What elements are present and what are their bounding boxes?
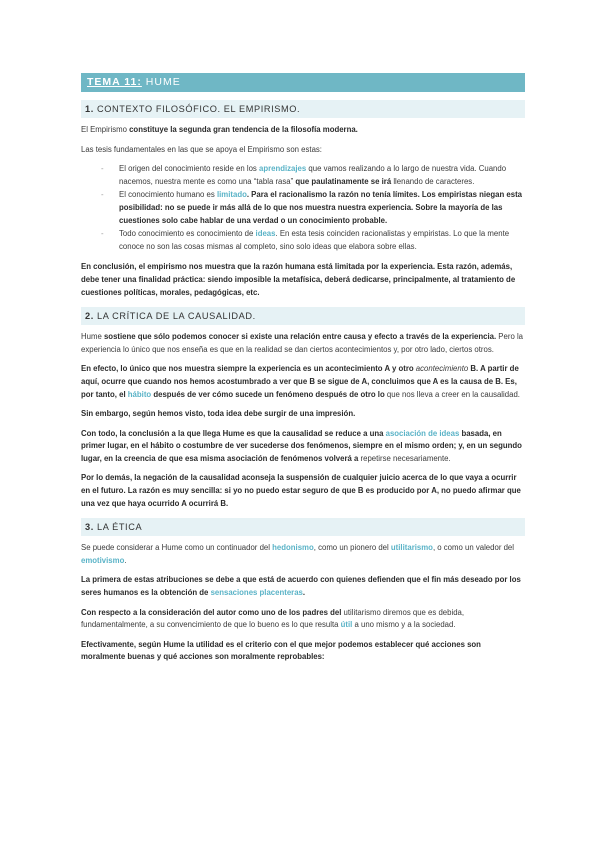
highlight-term: hábito xyxy=(127,389,152,399)
text-run: llenando de caracteres. xyxy=(391,176,475,186)
bold-text: Por lo demás, la negación de la causalidad aconseja la suspensión de cualquier juicio acerca de lo que vaya a ocurrir en el futuro. La razón es muy sencilla: si yo no puedo estar seguro de que B es producido por A, no puedo afirmar que una vez que haya ocurrido A ocurrirá B. xyxy=(81,473,521,508)
text-run: Hume xyxy=(81,332,104,342)
list-item xyxy=(101,228,525,253)
bold-text: Con respecto a la consideración del autor como uno de los padres del xyxy=(81,607,342,617)
text-run: a uno mismo y a la sociedad. xyxy=(352,620,456,630)
highlight-term: emotivismo xyxy=(81,555,125,565)
text-run: , como un pionero del xyxy=(313,543,391,553)
bold-text: después de ver cómo sucede un fenómeno después de otro lo xyxy=(151,389,385,399)
text-run: Pero la experiencia lo único que nos enseña es que en la realidad se dan ciertos acontecimientos y, por otro lado, ciertos otros. xyxy=(81,332,524,354)
section-number: 3. xyxy=(85,522,94,533)
highlight-term: limitado xyxy=(216,190,247,200)
text-run: . En esta tesis coinciden racionalistas y empiristas. Lo que la mente conoce no son las cosas mismas al completo, sino solo ideas que elabora sobre ellas. xyxy=(119,229,510,251)
text-run: Se puede considerar a Hume como un continuador del xyxy=(81,543,273,553)
highlight-term: asociación de ideas xyxy=(385,428,460,438)
section-title: CONTEXTO FILOSÓFICO. EL EMPIRISMO. xyxy=(97,104,301,114)
highlight-term: aprendizajes xyxy=(259,164,307,174)
section-number: 2. xyxy=(85,311,94,322)
bold-text: . xyxy=(302,588,306,598)
text-run: , o como un valedor del xyxy=(432,543,514,553)
list-item xyxy=(101,189,525,227)
section-title: LA CRÍTICA DE LA CAUSALIDAD. xyxy=(97,311,256,322)
title-name: HUME xyxy=(145,76,181,88)
bold-text: En efecto, lo único que nos muestra siempre la experiencia es un acontecimiento A y otro xyxy=(81,364,416,374)
text-run: repetirse necesariamente. xyxy=(358,453,451,463)
highlight-term: hedonismo xyxy=(272,543,314,553)
text-run: que nos lleva a creer en la causalidad. xyxy=(384,389,520,399)
highlight-term: útil xyxy=(340,620,353,630)
text-run: utilitarismo diremos que es debida, fundamentalmente, a su convencimiento de que lo bueno es lo que resulta xyxy=(81,607,465,630)
section-heading-1 xyxy=(81,100,525,118)
paragraph xyxy=(81,363,525,401)
bold-text: En conclusión, el empirismo nos muestra que la razón humana está limitada por la experiencia. Esta razón, además, debe tener una finalidad práctica: siendo imposible la metafísica, deberá dedicarse, principalmente, al tratamiento de cuestiones políticas, morales, pedagógicas, etc. xyxy=(81,262,516,297)
highlight-term: ideas xyxy=(255,229,276,239)
paragraph xyxy=(81,261,525,299)
text-run: Las tesis fundamentales en las que se apoya el Empirismo son estas: xyxy=(81,144,322,154)
bold-text: La primera de estas atribuciones se debe a que está de acuerdo con quienes defienden que el fin más deseado por los seres humanos es la obtención de xyxy=(81,575,521,598)
section-title: LA ÉTICA xyxy=(97,522,143,533)
paragraph xyxy=(81,472,525,510)
document-title xyxy=(81,73,525,92)
bold-text: basada, en primer lugar, en el hábito o costumbre de ver sucederse dos fenómenos, siempre en el mismo orden; y, en un segundo lugar, en la creencia de que esa misma asociación de fenómenos volverá a xyxy=(81,428,522,463)
bold-text: . Para el racionalismo la razón no tenía límites. Los empiristas niegan esta posibilidad: no se puede ir más allá de lo que nos muestra nuestra experiencia. Sobre la mayoría de las cuestiones solo cabe hablar de una verdad o un conocimiento probable. xyxy=(119,190,522,225)
document-page xyxy=(81,73,525,671)
bold-text: Efectivamente, según Hume la utilidad es el criterio con el que mejor podemos establecer qué acciones son moralmente buenas y qué acciones son moralmente reprobables: xyxy=(81,639,481,662)
text-run: El Empirismo xyxy=(81,125,130,134)
text-run: que vamos realizando a lo largo de nuestra vida. Cuando nacemos, nuestra mente es como una “tabla rasa” xyxy=(119,164,507,186)
section-heading-2 xyxy=(81,307,525,325)
list-item xyxy=(101,163,525,188)
paragraph xyxy=(81,542,525,567)
bold-text: constituye la segunda gran tendencia de la filosofía moderna. xyxy=(129,125,358,134)
section-number: 1. xyxy=(85,104,94,114)
bullet-list xyxy=(81,163,525,253)
text-run: . xyxy=(124,555,127,565)
paragraph xyxy=(81,607,525,632)
paragraph xyxy=(81,639,525,664)
text-run: Todo conocimiento es conocimiento de xyxy=(119,229,256,239)
highlight-term: utilitarismo xyxy=(390,543,433,553)
italic-text: acontecimiento xyxy=(415,364,469,374)
paragraph xyxy=(81,144,525,157)
highlight-term: sensaciones placenteras xyxy=(210,588,303,598)
paragraph xyxy=(81,428,525,466)
bold-text: Sin embargo, según hemos visto, toda idea debe surgir de una impresión. xyxy=(81,409,356,419)
section-heading-3 xyxy=(81,518,525,536)
text-run: El conocimiento humano es xyxy=(119,190,217,200)
bold-text: que paulatinamente se irá xyxy=(295,176,392,186)
bold-text: B. A partir de aquí, ocurre que cuando nos hemos acostumbrado a ver que B se sigue de A, concluimos que A es la causa de B. Es, por tanto, el xyxy=(81,364,519,399)
paragraph xyxy=(81,331,525,356)
bold-text: sostiene que sólo podemos conocer si existe una relación entre causa y efecto a través de la experiencia. xyxy=(103,332,497,342)
text-run: El origen del conocimiento reside en los xyxy=(119,164,259,174)
paragraph xyxy=(81,124,525,137)
bold-text: Con todo, la conclusión a la que llega Hume es que la causalidad se reduce a una xyxy=(81,428,386,438)
paragraph xyxy=(81,574,525,599)
paragraph xyxy=(81,408,525,421)
title-number: TEMA 11: xyxy=(87,76,142,88)
